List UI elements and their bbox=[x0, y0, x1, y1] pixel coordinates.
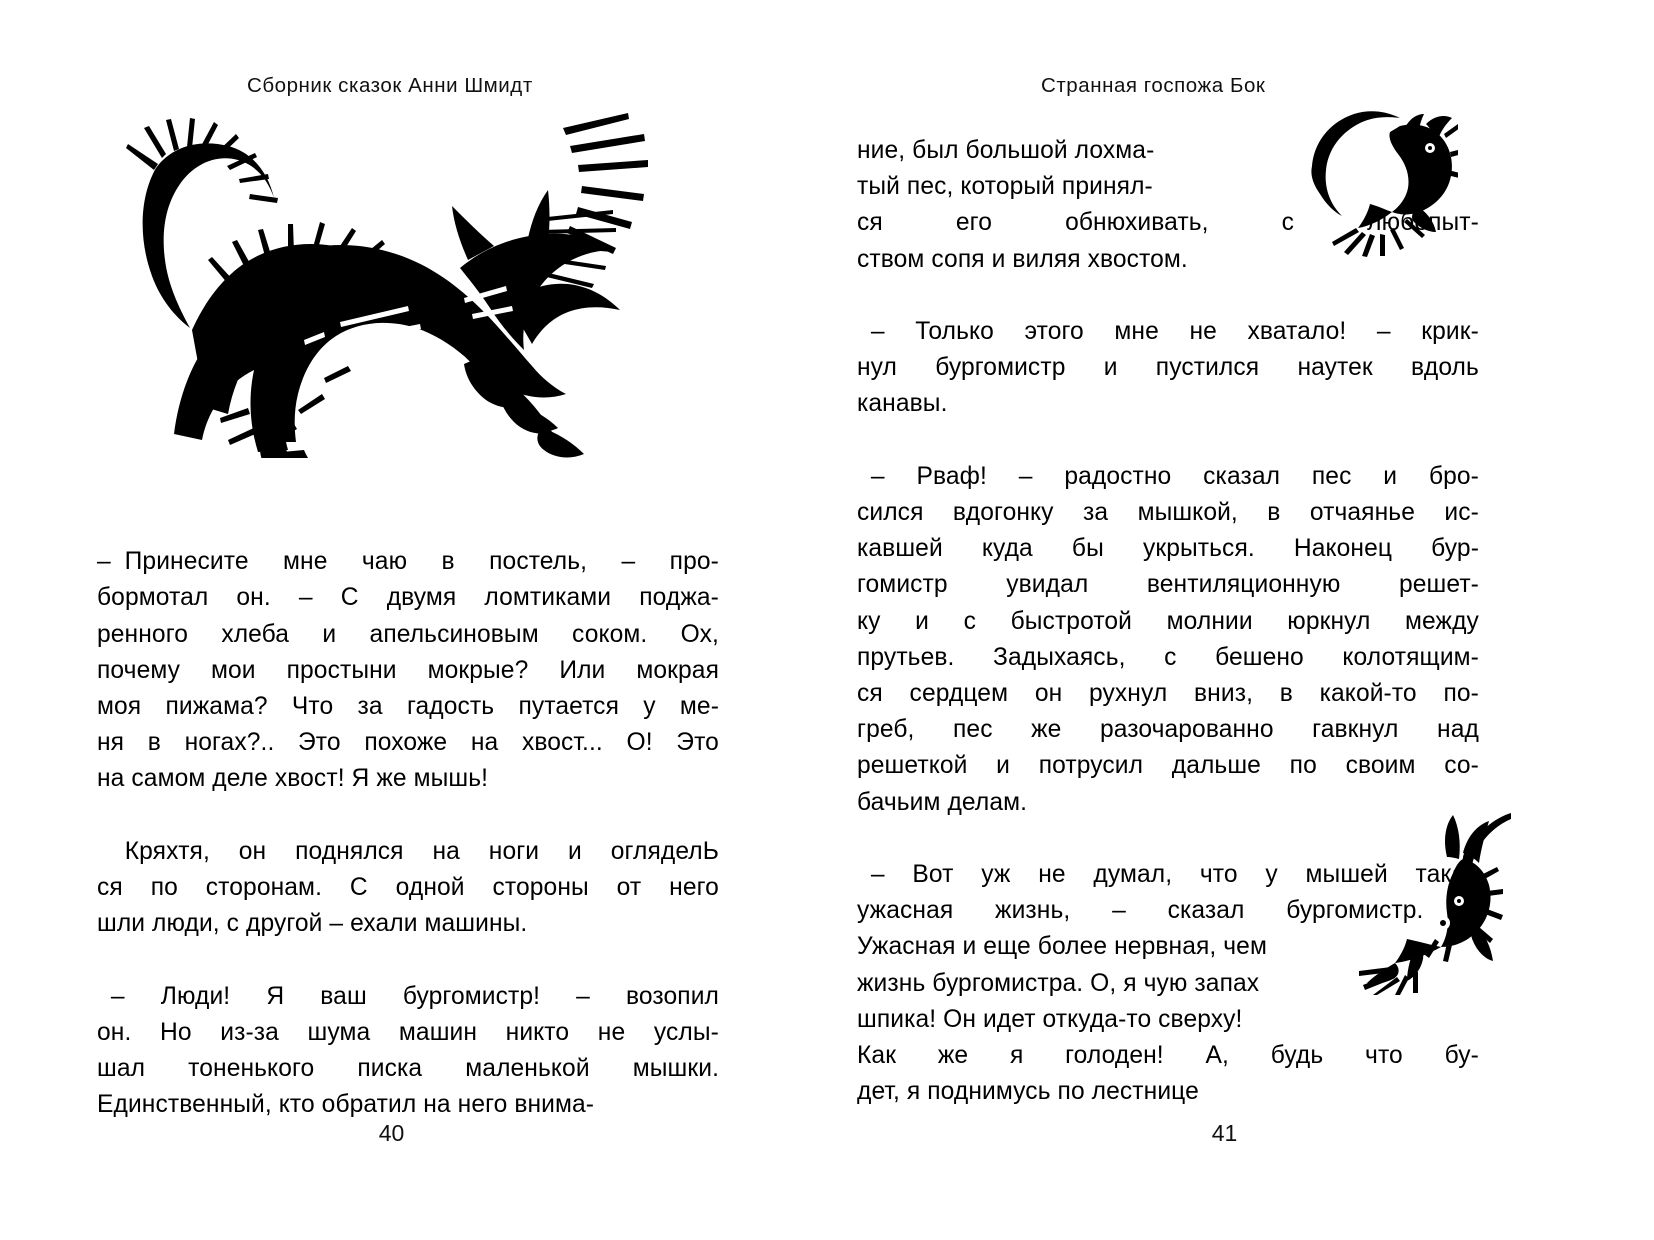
cat-illustration bbox=[108, 108, 648, 458]
right-page-text bbox=[857, 133, 1479, 1110]
paragraph bbox=[857, 278, 1479, 423]
text-line: Ужасная и еще более нервная, чем bbox=[857, 933, 1267, 961]
text-line: бачьим делам. bbox=[857, 788, 1028, 816]
text-line: шпика! Он идет откуда-то сверху! bbox=[857, 1005, 1243, 1033]
paragraph bbox=[857, 821, 1479, 1111]
text-line: почему мои простыни мокрые? Или мокрая bbox=[97, 656, 719, 684]
paragraph bbox=[97, 798, 719, 943]
text-line: Как же я голоден! А, будь что бу- bbox=[857, 1042, 1479, 1070]
text-line: ку и с быстротой молнии юркнул между bbox=[857, 607, 1479, 635]
text-line: шли люди, с другой – ехали машины. bbox=[97, 910, 528, 938]
page-number-right: 41 bbox=[1211, 1120, 1238, 1146]
text-line: шал тоненького писка маленькой мышки. bbox=[97, 1055, 719, 1083]
text-line: – Вот уж не думал, что у мышей такая bbox=[857, 861, 1479, 889]
text-line: Единственный, кто обратил на него внима- bbox=[97, 1091, 595, 1119]
text-line: дет, я поднимусь по лестнице bbox=[857, 1078, 1199, 1106]
text-line: ся его обнюхивать, с любопыт- bbox=[857, 209, 1479, 237]
text-line: греб, пес же разочарованно гавкнул над bbox=[857, 716, 1479, 744]
text-line: ужасная жизнь, – сказал бургомистр. – bbox=[857, 897, 1479, 925]
text-line: – Рваф! – радостно сказал пес и бро- bbox=[857, 462, 1479, 490]
paragraph bbox=[857, 423, 1479, 821]
text-line: Кряхтя, он поднялся на ноги и огляделЬ bbox=[97, 837, 719, 865]
text-line: ством сопя и виляя хвостом. bbox=[857, 245, 1188, 273]
text-line: прутьев. Задыхаясь, с бешено колотящим- bbox=[857, 643, 1479, 671]
text-line: канавы. bbox=[857, 390, 948, 418]
text-line: ся сердцем он рухнул вниз, в какой-то по- bbox=[857, 680, 1479, 708]
text-line: решеткой и потрусил дальше по своим со- bbox=[857, 752, 1479, 780]
text-line: ся по сторонам. С одной стороны от него bbox=[97, 874, 719, 902]
text-line: бормотал он. – С двумя ломтиками поджа- bbox=[97, 584, 719, 612]
text-line: жизнь бургомистра. О, я чую запах bbox=[857, 969, 1260, 997]
paragraph bbox=[97, 942, 719, 1123]
text-line: – Принесите мне чаю в постель, – про- bbox=[97, 548, 719, 576]
text-line: кавшей куда бы укрыться. Наконец бур- bbox=[857, 535, 1479, 563]
text-line: нул бургомистр и пустился наутек вдоль bbox=[857, 354, 1479, 382]
text-line: тый пес, который принял- bbox=[857, 173, 1153, 201]
text-line: он. Но из-за шума машин никто не услы- bbox=[97, 1018, 719, 1046]
page-number-left: 40 bbox=[378, 1120, 405, 1146]
text-line: сился вдогонку за мышкой, в отчаянье ис- bbox=[857, 499, 1479, 527]
running-head-right: Странная госпожа Бок bbox=[1041, 74, 1266, 97]
paragraph bbox=[857, 133, 1479, 278]
text-line: моя пижама? Что за гадость путается у ме- bbox=[97, 693, 719, 721]
text-line: гомистр увидал вентиляционную решет- bbox=[857, 571, 1479, 599]
left-page-text bbox=[97, 508, 719, 1123]
text-line: – Люди! Я ваш бургомистр! – возопил bbox=[97, 982, 719, 1010]
paragraph bbox=[97, 508, 719, 798]
text-line: ренного хлеба и апельсиновым соком. Ох, bbox=[97, 620, 719, 648]
text-line: на самом деле хвост! Я же мышь! bbox=[97, 765, 489, 793]
text-line: ня в ногах?.. Это похоже на хвост... О! Это bbox=[97, 729, 719, 757]
text-line: – Только этого мне не хватало! – крик- bbox=[857, 318, 1479, 346]
text-line: ние, был большой лохма- bbox=[857, 137, 1155, 164]
running-head-left: Сборник сказок Анни Шмидт bbox=[247, 74, 533, 97]
page-right bbox=[827, 0, 1654, 1240]
